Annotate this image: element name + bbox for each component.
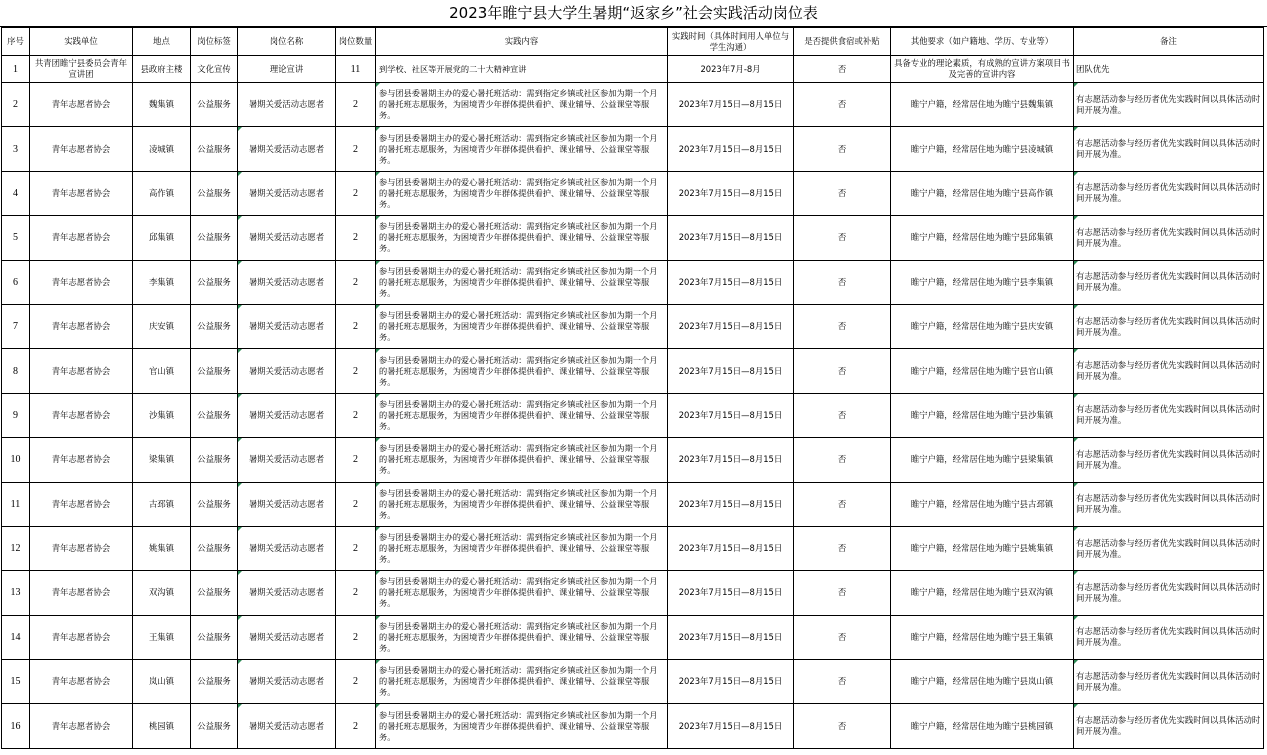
cell-board[interactable]: 否 — [794, 349, 891, 393]
cell-requirements[interactable]: 睢宁户籍，经常居住地为睢宁县沙集镇 — [891, 393, 1074, 437]
header-cell-count[interactable]: 岗位数量 — [336, 28, 376, 56]
cell-place[interactable]: 王集镇 — [133, 615, 191, 659]
cell-unit[interactable]: 青年志愿者协会 — [30, 260, 133, 304]
cell-place[interactable]: 官山镇 — [133, 349, 191, 393]
cell-board[interactable]: 否 — [794, 216, 891, 260]
cell-tag[interactable]: 公益服务 — [191, 260, 238, 304]
cell-post[interactable]: 暑期关爱活动志愿者 — [238, 304, 336, 348]
cell-place[interactable]: 古邳镇 — [133, 482, 191, 526]
cell-content[interactable]: 参与团县委暑期主办的爱心暑托班活动：需到指定乡镇或社区参加为期一个月的暑托班志愿服务，为困境青少年群体提供看护、课业辅导、公益课堂等服务。 — [376, 482, 668, 526]
cell-tag[interactable]: 公益服务 — [191, 304, 238, 348]
cell-tag[interactable]: 公益服务 — [191, 171, 238, 215]
cell-tag[interactable]: 公益服务 — [191, 83, 238, 127]
cell-time[interactable]: 2023年7月15日—8月15日 — [668, 615, 794, 659]
cell-time[interactable]: 2023年7月15日—8月15日 — [668, 127, 794, 171]
cell-unit[interactable]: 共青团睢宁县委员会青年宣讲团 — [30, 56, 133, 83]
cell-no[interactable]: 12 — [2, 526, 30, 570]
cell-time[interactable]: 2023年7月15日—8月15日 — [668, 571, 794, 615]
header-cell-place[interactable]: 地点 — [133, 28, 191, 56]
cell-board[interactable]: 否 — [794, 127, 891, 171]
cell-post[interactable]: 理论宣讲 — [238, 56, 336, 83]
cell-no[interactable]: 10 — [2, 438, 30, 482]
header-cell-time[interactable]: 实践时间（具体时间用人单位与学生沟通） — [668, 28, 794, 56]
positions-table — [1, 27, 1264, 749]
table-row — [2, 438, 1264, 482]
cell-count[interactable]: 2 — [336, 304, 376, 348]
cell-requirements[interactable]: 睢宁户籍，经常居住地为睢宁县双沟镇 — [891, 571, 1074, 615]
cell-place[interactable]: 岚山镇 — [133, 660, 191, 704]
cell-requirements[interactable]: 睢宁户籍，经常居住地为睢宁县高作镇 — [891, 171, 1074, 215]
cell-count[interactable]: 2 — [336, 216, 376, 260]
cell-requirements[interactable]: 睢宁户籍，经常居住地为睢宁县岚山镇 — [891, 660, 1074, 704]
cell-place[interactable]: 梁集镇 — [133, 438, 191, 482]
cell-count[interactable]: 2 — [336, 349, 376, 393]
cell-board[interactable]: 否 — [794, 304, 891, 348]
cell-board[interactable]: 否 — [794, 260, 891, 304]
cell-content[interactable]: 参与团县委暑期主办的爱心暑托班活动：需到指定乡镇或社区参加为期一个月的暑托班志愿服务，为困境青少年群体提供看护、课业辅导、公益课堂等服务。 — [376, 304, 668, 348]
cell-unit[interactable]: 青年志愿者协会 — [30, 526, 133, 570]
cell-notes[interactable]: 有志愿活动参与经历者优先实践时间以具体活动时间开展为准。 — [1074, 660, 1264, 704]
header-cell-board[interactable]: 是否提供食宿或补贴 — [794, 28, 891, 56]
table-row — [2, 660, 1264, 704]
cell-board[interactable]: 否 — [794, 171, 891, 215]
cell-unit[interactable]: 青年志愿者协会 — [30, 704, 133, 748]
cell-content[interactable]: 参与团县委暑期主办的爱心暑托班活动：需到指定乡镇或社区参加为期一个月的暑托班志愿服务，为困境青少年群体提供看护、课业辅导、公益课堂等服务。 — [376, 216, 668, 260]
cell-post[interactable]: 暑期关爱活动志愿者 — [238, 216, 336, 260]
cell-no[interactable]: 7 — [2, 304, 30, 348]
cell-tag[interactable]: 公益服务 — [191, 482, 238, 526]
cell-requirements[interactable]: 睢宁户籍，经常居住地为睢宁县邱集镇 — [891, 216, 1074, 260]
cell-unit[interactable]: 青年志愿者协会 — [30, 571, 133, 615]
cell-time[interactable]: 2023年7月15日—8月15日 — [668, 482, 794, 526]
cell-board[interactable]: 否 — [794, 571, 891, 615]
cell-notes[interactable]: 有志愿活动参与经历者优先实践时间以具体活动时间开展为准。 — [1074, 571, 1264, 615]
cell-time[interactable]: 2023年7月15日—8月15日 — [668, 660, 794, 704]
cell-notes[interactable]: 有志愿活动参与经历者优先实践时间以具体活动时间开展为准。 — [1074, 349, 1264, 393]
cell-post[interactable]: 暑期关爱活动志愿者 — [238, 482, 336, 526]
cell-board[interactable]: 否 — [794, 660, 891, 704]
header-cell-notes[interactable]: 备注 — [1074, 28, 1264, 56]
cell-notes[interactable]: 有志愿活动参与经历者优先实践时间以具体活动时间开展为准。 — [1074, 526, 1264, 570]
table-body — [2, 56, 1264, 749]
cell-count[interactable]: 2 — [336, 660, 376, 704]
cell-content[interactable]: 参与团县委暑期主办的爱心暑托班活动：需到指定乡镇或社区参加为期一个月的暑托班志愿服务，为困境青少年群体提供看护、课业辅导、公益课堂等服务。 — [376, 704, 668, 748]
cell-content[interactable]: 参与团县委暑期主办的爱心暑托班活动：需到指定乡镇或社区参加为期一个月的暑托班志愿服务，为困境青少年群体提供看护、课业辅导、公益课堂等服务。 — [376, 571, 668, 615]
cell-place[interactable]: 高作镇 — [133, 171, 191, 215]
table-row — [2, 704, 1264, 748]
cell-time[interactable]: 2023年7月15日—8月15日 — [668, 83, 794, 127]
cell-content[interactable]: 参与团县委暑期主办的爱心暑托班活动：需到指定乡镇或社区参加为期一个月的暑托班志愿服务，为困境青少年群体提供看护、课业辅导、公益课堂等服务。 — [376, 171, 668, 215]
table-row — [2, 482, 1264, 526]
cell-time[interactable]: 2023年7月-8月 — [668, 56, 794, 83]
cell-place[interactable]: 魏集镇 — [133, 83, 191, 127]
cell-requirements[interactable]: 睢宁户籍，经常居住地为睢宁县魏集镇 — [891, 83, 1074, 127]
cell-count[interactable]: 2 — [336, 171, 376, 215]
header-row — [2, 28, 1264, 56]
cell-no[interactable]: 1 — [2, 56, 30, 83]
cell-count[interactable]: 2 — [336, 704, 376, 748]
cell-post[interactable]: 暑期关爱活动志愿者 — [238, 349, 336, 393]
header-cell-requirements[interactable]: 其他要求（如户籍地、学历、专业等） — [891, 28, 1074, 56]
table-row — [2, 127, 1264, 171]
table-row — [2, 571, 1264, 615]
cell-unit[interactable]: 青年志愿者协会 — [30, 216, 133, 260]
cell-no[interactable]: 11 — [2, 482, 30, 526]
cell-unit[interactable]: 青年志愿者协会 — [30, 304, 133, 348]
cell-notes[interactable]: 有志愿活动参与经历者优先实践时间以具体活动时间开展为准。 — [1074, 704, 1264, 748]
cell-unit[interactable]: 青年志愿者协会 — [30, 171, 133, 215]
cell-notes[interactable]: 团队优先 — [1074, 56, 1264, 83]
cell-board[interactable]: 否 — [794, 704, 891, 748]
cell-place[interactable]: 庆安镇 — [133, 304, 191, 348]
cell-post[interactable]: 暑期关爱活动志愿者 — [238, 704, 336, 748]
cell-no[interactable]: 3 — [2, 127, 30, 171]
cell-content[interactable]: 参与团县委暑期主办的爱心暑托班活动：需到指定乡镇或社区参加为期一个月的暑托班志愿服务，为困境青少年群体提供看护、课业辅导、公益课堂等服务。 — [376, 349, 668, 393]
cell-post[interactable]: 暑期关爱活动志愿者 — [238, 571, 336, 615]
cell-requirements[interactable]: 睢宁户籍，经常居住地为睢宁县梁集镇 — [891, 438, 1074, 482]
cell-tag[interactable]: 公益服务 — [191, 438, 238, 482]
header-cell-unit[interactable]: 实践单位 — [30, 28, 133, 56]
cell-post[interactable]: 暑期关爱活动志愿者 — [238, 660, 336, 704]
cell-place[interactable]: 桃园镇 — [133, 704, 191, 748]
cell-no[interactable]: 15 — [2, 660, 30, 704]
cell-no[interactable]: 4 — [2, 171, 30, 215]
cell-tag[interactable]: 公益服务 — [191, 216, 238, 260]
cell-post[interactable]: 暑期关爱活动志愿者 — [238, 127, 336, 171]
table-row — [2, 83, 1264, 127]
cell-time[interactable]: 2023年7月15日—8月15日 — [668, 438, 794, 482]
table-row — [2, 615, 1264, 659]
cell-board[interactable]: 否 — [794, 438, 891, 482]
cell-requirements[interactable]: 睢宁户籍，经常居住地为睢宁县庆安镇 — [891, 304, 1074, 348]
cell-tag[interactable]: 文化宣传 — [191, 56, 238, 83]
cell-post[interactable]: 暑期关爱活动志愿者 — [238, 438, 336, 482]
cell-requirements[interactable]: 睢宁户籍，经常居住地为睢宁县姚集镇 — [891, 526, 1074, 570]
sheet-title: 2023年睢宁县大学生暑期“返家乡”社会实践活动岗位表 — [0, 0, 1267, 27]
table-row — [2, 171, 1264, 215]
cell-no[interactable]: 2 — [2, 83, 30, 127]
cell-place[interactable]: 双沟镇 — [133, 571, 191, 615]
cell-content[interactable]: 参与团县委暑期主办的爱心暑托班活动：需到指定乡镇或社区参加为期一个月的暑托班志愿服务，为困境青少年群体提供看护、课业辅导、公益课堂等服务。 — [376, 615, 668, 659]
cell-no[interactable]: 9 — [2, 393, 30, 437]
cell-unit[interactable]: 青年志愿者协会 — [30, 482, 133, 526]
cell-board[interactable]: 否 — [794, 526, 891, 570]
cell-content[interactable]: 参与团县委暑期主办的爱心暑托班活动：需到指定乡镇或社区参加为期一个月的暑托班志愿服务，为困境青少年群体提供看护、课业辅导、公益课堂等服务。 — [376, 438, 668, 482]
cell-count[interactable]: 2 — [336, 571, 376, 615]
cell-no[interactable]: 14 — [2, 615, 30, 659]
cell-place[interactable]: 凌城镇 — [133, 127, 191, 171]
cell-notes[interactable]: 有志愿活动参与经历者优先实践时间以具体活动时间开展为准。 — [1074, 83, 1264, 127]
cell-content[interactable]: 参与团县委暑期主办的爱心暑托班活动：需到指定乡镇或社区参加为期一个月的暑托班志愿服务，为困境青少年群体提供看护、课业辅导、公益课堂等服务。 — [376, 660, 668, 704]
cell-count[interactable]: 2 — [336, 526, 376, 570]
cell-notes[interactable]: 有志愿活动参与经历者优先实践时间以具体活动时间开展为准。 — [1074, 260, 1264, 304]
cell-requirements[interactable]: 睢宁户籍，经常居住地为睢宁县李集镇 — [891, 260, 1074, 304]
cell-requirements[interactable]: 睢宁户籍，经常居住地为睢宁县王集镇 — [891, 615, 1074, 659]
cell-requirements[interactable]: 具备专业的理论素质，有成熟的宣讲方案项目书及完善的宣讲内容 — [891, 56, 1074, 83]
cell-count[interactable]: 2 — [336, 127, 376, 171]
cell-post[interactable]: 暑期关爱活动志愿者 — [238, 615, 336, 659]
cell-post[interactable]: 暑期关爱活动志愿者 — [238, 83, 336, 127]
cell-no[interactable]: 5 — [2, 216, 30, 260]
cell-tag[interactable]: 公益服务 — [191, 660, 238, 704]
cell-unit[interactable]: 青年志愿者协会 — [30, 615, 133, 659]
cell-notes[interactable]: 有志愿活动参与经历者优先实践时间以具体活动时间开展为准。 — [1074, 482, 1264, 526]
cell-time[interactable]: 2023年7月15日—8月15日 — [668, 260, 794, 304]
cell-place[interactable]: 李集镇 — [133, 260, 191, 304]
table-row — [2, 216, 1264, 260]
cell-count[interactable]: 2 — [336, 260, 376, 304]
cell-count[interactable]: 11 — [336, 56, 376, 83]
cell-time[interactable]: 2023年7月15日—8月15日 — [668, 349, 794, 393]
cell-tag[interactable]: 公益服务 — [191, 571, 238, 615]
cell-content[interactable]: 参与团县委暑期主办的爱心暑托班活动：需到指定乡镇或社区参加为期一个月的暑托班志愿服务，为困境青少年群体提供看护、课业辅导、公益课堂等服务。 — [376, 127, 668, 171]
cell-content[interactable]: 参与团县委暑期主办的爱心暑托班活动：需到指定乡镇或社区参加为期一个月的暑托班志愿服务，为困境青少年群体提供看护、课业辅导、公益课堂等服务。 — [376, 393, 668, 437]
table-row — [2, 56, 1264, 83]
cell-time[interactable]: 2023年7月15日—8月15日 — [668, 393, 794, 437]
cell-tag[interactable]: 公益服务 — [191, 704, 238, 748]
cell-unit[interactable]: 青年志愿者协会 — [30, 393, 133, 437]
cell-content[interactable]: 参与团县委暑期主办的爱心暑托班活动：需到指定乡镇或社区参加为期一个月的暑托班志愿服务，为困境青少年群体提供看护、课业辅导、公益课堂等服务。 — [376, 83, 668, 127]
cell-place[interactable]: 姚集镇 — [133, 526, 191, 570]
cell-notes[interactable]: 有志愿活动参与经历者优先实践时间以具体活动时间开展为准。 — [1074, 393, 1264, 437]
table-row — [2, 260, 1264, 304]
cell-tag[interactable]: 公益服务 — [191, 127, 238, 171]
cell-count[interactable]: 2 — [336, 615, 376, 659]
cell-board[interactable]: 否 — [794, 482, 891, 526]
cell-requirements[interactable]: 睢宁户籍，经常居住地为睢宁县官山镇 — [891, 349, 1074, 393]
table-row — [2, 349, 1264, 393]
header-cell-no[interactable]: 序号 — [2, 28, 30, 56]
table-row — [2, 304, 1264, 348]
table-row — [2, 393, 1264, 437]
cell-notes[interactable]: 有志愿活动参与经历者优先实践时间以具体活动时间开展为准。 — [1074, 304, 1264, 348]
cell-post[interactable]: 暑期关爱活动志愿者 — [238, 171, 336, 215]
cell-time[interactable]: 2023年7月15日—8月15日 — [668, 526, 794, 570]
cell-place[interactable]: 沙集镇 — [133, 393, 191, 437]
cell-count[interactable]: 2 — [336, 393, 376, 437]
cell-notes[interactable]: 有志愿活动参与经历者优先实践时间以具体活动时间开展为准。 — [1074, 438, 1264, 482]
header-cell-tag[interactable]: 岗位标签 — [191, 28, 238, 56]
cell-unit[interactable]: 青年志愿者协会 — [30, 83, 133, 127]
cell-board[interactable]: 否 — [794, 56, 891, 83]
header-cell-post[interactable]: 岗位名称 — [238, 28, 336, 56]
cell-unit[interactable]: 青年志愿者协会 — [30, 438, 133, 482]
cell-time[interactable]: 2023年7月15日—8月15日 — [668, 704, 794, 748]
cell-tag[interactable]: 公益服务 — [191, 526, 238, 570]
cell-board[interactable]: 否 — [794, 83, 891, 127]
cell-unit[interactable]: 青年志愿者协会 — [30, 127, 133, 171]
header-cell-content[interactable]: 实践内容 — [376, 28, 668, 56]
cell-count[interactable]: 2 — [336, 83, 376, 127]
cell-no[interactable]: 8 — [2, 349, 30, 393]
cell-count[interactable]: 2 — [336, 482, 376, 526]
cell-content[interactable]: 参与团县委暑期主办的爱心暑托班活动：需到指定乡镇或社区参加为期一个月的暑托班志愿服务，为困境青少年群体提供看护、课业辅导、公益课堂等服务。 — [376, 526, 668, 570]
cell-requirements[interactable]: 睢宁户籍，经常居住地为睢宁县凌城镇 — [891, 127, 1074, 171]
cell-post[interactable]: 暑期关爱活动志愿者 — [238, 393, 336, 437]
cell-tag[interactable]: 公益服务 — [191, 615, 238, 659]
cell-time[interactable]: 2023年7月15日—8月15日 — [668, 304, 794, 348]
cell-post[interactable]: 暑期关爱活动志愿者 — [238, 526, 336, 570]
cell-time[interactable]: 2023年7月15日—8月15日 — [668, 216, 794, 260]
cell-requirements[interactable]: 睢宁户籍，经常居住地为睢宁县古邳镇 — [891, 482, 1074, 526]
cell-place[interactable]: 县政府主楼 — [133, 56, 191, 83]
cell-place[interactable]: 邱集镇 — [133, 216, 191, 260]
cell-tag[interactable]: 公益服务 — [191, 349, 238, 393]
cell-notes[interactable]: 有志愿活动参与经历者优先实践时间以具体活动时间开展为准。 — [1074, 171, 1264, 215]
cell-notes[interactable]: 有志愿活动参与经历者优先实践时间以具体活动时间开展为准。 — [1074, 216, 1264, 260]
cell-notes[interactable]: 有志愿活动参与经历者优先实践时间以具体活动时间开展为准。 — [1074, 127, 1264, 171]
cell-notes[interactable]: 有志愿活动参与经历者优先实践时间以具体活动时间开展为准。 — [1074, 615, 1264, 659]
cell-requirements[interactable]: 睢宁户籍，经常居住地为睢宁县桃园镇 — [891, 704, 1074, 748]
cell-tag[interactable]: 公益服务 — [191, 393, 238, 437]
cell-no[interactable]: 13 — [2, 571, 30, 615]
cell-content[interactable]: 参与团县委暑期主办的爱心暑托班活动：需到指定乡镇或社区参加为期一个月的暑托班志愿服务，为困境青少年群体提供看护、课业辅导、公益课堂等服务。 — [376, 260, 668, 304]
cell-board[interactable]: 否 — [794, 615, 891, 659]
cell-board[interactable]: 否 — [794, 393, 891, 437]
table-row — [2, 526, 1264, 570]
cell-count[interactable]: 2 — [336, 438, 376, 482]
cell-no[interactable]: 16 — [2, 704, 30, 748]
cell-unit[interactable]: 青年志愿者协会 — [30, 349, 133, 393]
cell-time[interactable]: 2023年7月15日—8月15日 — [668, 171, 794, 215]
cell-post[interactable]: 暑期关爱活动志愿者 — [238, 260, 336, 304]
cell-unit[interactable]: 青年志愿者协会 — [30, 660, 133, 704]
cell-content[interactable]: 到学校、社区等开展党的二十大精神宣讲 — [376, 56, 668, 83]
cell-no[interactable]: 6 — [2, 260, 30, 304]
